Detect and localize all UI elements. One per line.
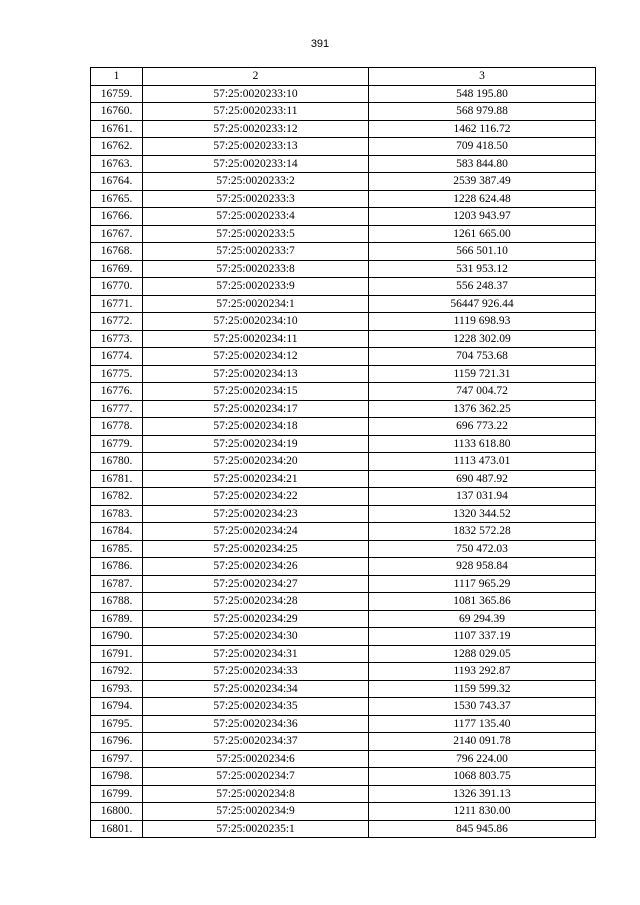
- table-row: [91, 225, 596, 243]
- cadastral-value-cell: 750 472.03: [369, 540, 596, 558]
- cadastral-value-cell: 709 418.50: [369, 138, 596, 156]
- row-number-cell: 16799.: [91, 785, 143, 803]
- table-row: [91, 785, 596, 803]
- table-row: [91, 365, 596, 383]
- cadastral-value-cell: 137 031.94: [369, 488, 596, 506]
- table-row: [91, 803, 596, 821]
- cadastral-number-cell: 57:25:0020234:18: [143, 418, 369, 436]
- cadastral-value-cell: 69 294.39: [369, 610, 596, 628]
- cadastral-value-cell: 1261 665.00: [369, 225, 596, 243]
- cadastral-value-cell: 1228 302.09: [369, 330, 596, 348]
- row-number-cell: 16783.: [91, 505, 143, 523]
- page-number: 391: [310, 38, 330, 50]
- cadastral-number-cell: 57:25:0020234:6: [143, 750, 369, 768]
- row-number-cell: 16775.: [91, 365, 143, 383]
- row-number-cell: 16785.: [91, 540, 143, 558]
- cadastral-number-cell: 57:25:0020233:5: [143, 225, 369, 243]
- row-number-cell: 16764.: [91, 173, 143, 191]
- cadastral-value-cell: 1081 365.86: [369, 593, 596, 611]
- table-row: [91, 663, 596, 681]
- table-row: [91, 488, 596, 506]
- row-number-cell: 16792.: [91, 663, 143, 681]
- cadastral-number-cell: 57:25:0020234:8: [143, 785, 369, 803]
- table-row: [91, 698, 596, 716]
- cadastral-value-cell: 56447 926.44: [369, 295, 596, 313]
- cadastral-number-cell: 57:25:0020233:13: [143, 138, 369, 156]
- cadastral-value-cell: 1068 803.75: [369, 768, 596, 786]
- cadastral-value-cell: 1159 721.31: [369, 365, 596, 383]
- row-number-cell: 16794.: [91, 698, 143, 716]
- table-body: [91, 85, 596, 838]
- cadastral-value-cell: 1133 618.80: [369, 435, 596, 453]
- table-row: [91, 645, 596, 663]
- cadastral-number-cell: 57:25:0020234:20: [143, 453, 369, 471]
- cadastral-value-cell: 845 945.86: [369, 820, 596, 838]
- cadastral-value-cell: 690 487.92: [369, 470, 596, 488]
- table-row: [91, 348, 596, 366]
- table-row: [91, 400, 596, 418]
- table-row: [91, 610, 596, 628]
- row-number-cell: 16761.: [91, 120, 143, 138]
- cadastral-number-cell: 57:25:0020233:8: [143, 260, 369, 278]
- cadastral-value-cell: 568 979.88: [369, 103, 596, 121]
- cadastral-value-cell: 548 195.80: [369, 85, 596, 103]
- table-row: [91, 260, 596, 278]
- row-number-cell: 16787.: [91, 575, 143, 593]
- row-number-cell: 16784.: [91, 523, 143, 541]
- cadastral-value-cell: 696 773.22: [369, 418, 596, 436]
- cadastral-number-cell: 57:25:0020233:12: [143, 120, 369, 138]
- cadastral-number-cell: 57:25:0020234:19: [143, 435, 369, 453]
- row-number-cell: 16774.: [91, 348, 143, 366]
- cadastral-number-cell: 57:25:0020233:2: [143, 173, 369, 191]
- table-row: [91, 628, 596, 646]
- row-number-cell: 16788.: [91, 593, 143, 611]
- row-number-cell: 16780.: [91, 453, 143, 471]
- table-row: [91, 733, 596, 751]
- row-number-cell: 16768.: [91, 243, 143, 261]
- row-number-cell: 16776.: [91, 383, 143, 401]
- table-row: [91, 85, 596, 103]
- table-row: [91, 453, 596, 471]
- cadastral-value-cell: 583 844.80: [369, 155, 596, 173]
- cadastral-value-cell: 556 248.37: [369, 278, 596, 296]
- cadastral-number-cell: 57:25:0020233:4: [143, 208, 369, 226]
- cadastral-number-cell: 57:25:0020234:36: [143, 715, 369, 733]
- row-number-cell: 16800.: [91, 803, 143, 821]
- cadastral-value-cell: 1211 830.00: [369, 803, 596, 821]
- table-row: [91, 820, 596, 838]
- cadastral-value-cell: 1832 572.28: [369, 523, 596, 541]
- cadastral-value-cell: 704 753.68: [369, 348, 596, 366]
- cadastral-number-cell: 57:25:0020234:13: [143, 365, 369, 383]
- cadastral-value-cell: 1117 965.29: [369, 575, 596, 593]
- row-number-cell: 16786.: [91, 558, 143, 576]
- cadastral-number-cell: 57:25:0020233:3: [143, 190, 369, 208]
- row-number-cell: 16782.: [91, 488, 143, 506]
- cadastral-value-cell: 1320 344.52: [369, 505, 596, 523]
- column-header-value: 3: [369, 68, 596, 86]
- cadastral-number-cell: 57:25:0020234:31: [143, 645, 369, 663]
- table-row: [91, 715, 596, 733]
- cadastral-number-cell: 57:25:0020234:7: [143, 768, 369, 786]
- cadastral-value-cell: 1119 698.93: [369, 313, 596, 331]
- cadastral-value-cell: 1193 292.87: [369, 663, 596, 681]
- cadastral-number-cell: 57:25:0020234:35: [143, 698, 369, 716]
- row-number-cell: 16795.: [91, 715, 143, 733]
- row-number-cell: 16789.: [91, 610, 143, 628]
- row-number-cell: 16770.: [91, 278, 143, 296]
- table-row: [91, 540, 596, 558]
- row-number-cell: 16763.: [91, 155, 143, 173]
- row-number-cell: 16771.: [91, 295, 143, 313]
- table-row: [91, 768, 596, 786]
- row-number-cell: 16797.: [91, 750, 143, 768]
- row-number-cell: 16760.: [91, 103, 143, 121]
- table-row: [91, 593, 596, 611]
- row-number-cell: 16759.: [91, 85, 143, 103]
- table-row: [91, 173, 596, 191]
- table-row: [91, 155, 596, 173]
- row-number-cell: 16766.: [91, 208, 143, 226]
- table-row: [91, 470, 596, 488]
- cadastral-value-cell: 1107 337.19: [369, 628, 596, 646]
- table-row: [91, 383, 596, 401]
- cadastral-number-cell: 57:25:0020234:24: [143, 523, 369, 541]
- table-row: [91, 558, 596, 576]
- cadastral-number-cell: 57:25:0020234:29: [143, 610, 369, 628]
- cadastral-value-cell: 1376 362.25: [369, 400, 596, 418]
- cadastral-value-cell: 1177 135.40: [369, 715, 596, 733]
- row-number-cell: 16781.: [91, 470, 143, 488]
- table-row: [91, 120, 596, 138]
- cadastral-number-cell: 57:25:0020234:15: [143, 383, 369, 401]
- cadastral-number-cell: 57:25:0020234:30: [143, 628, 369, 646]
- cadastral-number-cell: 57:25:0020234:1: [143, 295, 369, 313]
- row-number-cell: 16777.: [91, 400, 143, 418]
- cadastral-number-cell: 57:25:0020234:23: [143, 505, 369, 523]
- cadastral-number-cell: 57:25:0020234:25: [143, 540, 369, 558]
- cadastral-number-cell: 57:25:0020234:11: [143, 330, 369, 348]
- table-row: [91, 418, 596, 436]
- table-row: [91, 295, 596, 313]
- row-number-cell: 16762.: [91, 138, 143, 156]
- cadastral-number-cell: 57:25:0020234:9: [143, 803, 369, 821]
- row-number-cell: 16796.: [91, 733, 143, 751]
- table-row: [91, 680, 596, 698]
- cadastral-number-cell: 57:25:0020233:7: [143, 243, 369, 261]
- table-row: [91, 190, 596, 208]
- cadastral-number-cell: 57:25:0020234:37: [143, 733, 369, 751]
- cadastral-number-cell: 57:25:0020234:10: [143, 313, 369, 331]
- cadastral-value-cell: 1462 116.72: [369, 120, 596, 138]
- table-row: [91, 138, 596, 156]
- cadastral-value-cell: 928 958.84: [369, 558, 596, 576]
- row-number-cell: 16773.: [91, 330, 143, 348]
- cadastral-value-cell: 796 224.00: [369, 750, 596, 768]
- cadastral-number-cell: 57:25:0020234:21: [143, 470, 369, 488]
- cadastral-value-cell: 566 501.10: [369, 243, 596, 261]
- column-header-cadastral-number: 2: [143, 68, 369, 86]
- table-row: [91, 505, 596, 523]
- cadastral-value-cell: 2539 387.49: [369, 173, 596, 191]
- row-number-cell: 16772.: [91, 313, 143, 331]
- table-row: [91, 313, 596, 331]
- cadastral-value-cell: 1203 943.97: [369, 208, 596, 226]
- row-number-cell: 16790.: [91, 628, 143, 646]
- cadastral-number-cell: 57:25:0020233:10: [143, 85, 369, 103]
- table-row: [91, 750, 596, 768]
- cadastral-number-cell: 57:25:0020233:11: [143, 103, 369, 121]
- cadastral-number-cell: 57:25:0020234:17: [143, 400, 369, 418]
- row-number-cell: 16801.: [91, 820, 143, 838]
- cadastral-number-cell: 57:25:0020234:34: [143, 680, 369, 698]
- cadastral-number-cell: 57:25:0020234:28: [143, 593, 369, 611]
- cadastral-value-cell: 1530 743.37: [369, 698, 596, 716]
- cadastral-value-cell: 531 953.12: [369, 260, 596, 278]
- table-row: [91, 278, 596, 296]
- cadastral-value-cell: 1228 624.48: [369, 190, 596, 208]
- cadastral-value-cell: 747 004.72: [369, 383, 596, 401]
- row-number-cell: 16779.: [91, 435, 143, 453]
- row-number-cell: 16767.: [91, 225, 143, 243]
- row-number-cell: 16765.: [91, 190, 143, 208]
- table-row: [91, 435, 596, 453]
- table-row: [91, 208, 596, 226]
- table-row: [91, 103, 596, 121]
- table-header-row: [91, 68, 596, 86]
- cadastral-number-cell: 57:25:0020234:12: [143, 348, 369, 366]
- row-number-cell: 16791.: [91, 645, 143, 663]
- cadastral-value-cell: 1326 391.13: [369, 785, 596, 803]
- row-number-cell: 16769.: [91, 260, 143, 278]
- cadastral-number-cell: 57:25:0020233:14: [143, 155, 369, 173]
- cadastral-number-cell: 57:25:0020234:27: [143, 575, 369, 593]
- table-row: [91, 330, 596, 348]
- cadastral-value-cell: 1159 599.32: [369, 680, 596, 698]
- row-number-cell: 16798.: [91, 768, 143, 786]
- row-number-cell: 16778.: [91, 418, 143, 436]
- column-header-number: 1: [91, 68, 143, 86]
- cadastral-number-cell: 57:25:0020235:1: [143, 820, 369, 838]
- table-row: [91, 575, 596, 593]
- cadastral-number-cell: 57:25:0020233:9: [143, 278, 369, 296]
- table-row: [91, 243, 596, 261]
- cadastral-number-cell: 57:25:0020234:22: [143, 488, 369, 506]
- cadastral-value-cell: 2140 091.78: [369, 733, 596, 751]
- cadastral-value-cell: 1288 029.05: [369, 645, 596, 663]
- cadastral-value-table: [90, 67, 596, 838]
- cadastral-number-cell: 57:25:0020234:26: [143, 558, 369, 576]
- row-number-cell: 16793.: [91, 680, 143, 698]
- cadastral-number-cell: 57:25:0020234:33: [143, 663, 369, 681]
- table-row: [91, 523, 596, 541]
- cadastral-value-cell: 1113 473.01: [369, 453, 596, 471]
